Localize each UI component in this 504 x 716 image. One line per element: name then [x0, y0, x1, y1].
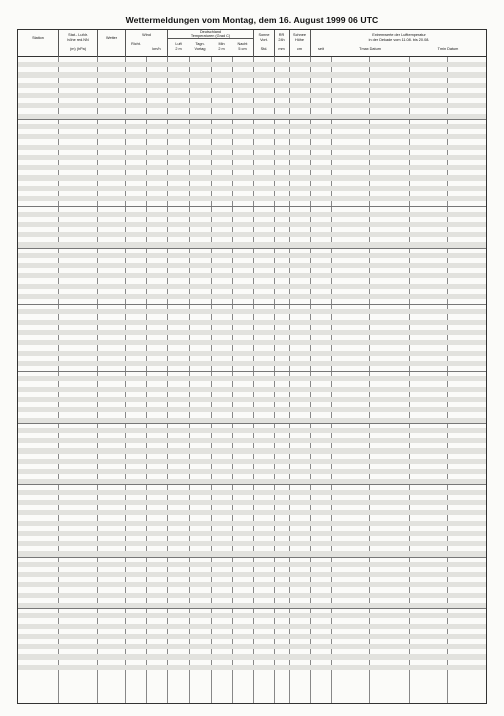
header-temp-air-2: 2 m [175, 47, 182, 51]
header-extremes-max: Tmax Datum [359, 47, 381, 51]
header-elevation-units: (m) (hPa) [69, 47, 87, 51]
header-temp-min: Min [218, 42, 225, 46]
header-sun: Sonne [258, 33, 270, 37]
header-temp-subgroup: Deutschland [199, 30, 222, 34]
header-snow-2: Höhe [294, 38, 305, 42]
header-temp-air: Luft [175, 42, 182, 46]
header-temp-ground: Nacht [237, 42, 248, 46]
header-wind-speed: km/h [152, 47, 161, 51]
header-rain: RR [278, 33, 285, 37]
header-extremes-year: seit [318, 47, 324, 51]
header-station: Station [32, 36, 44, 40]
header-extremes: Extremwerte der Lufttemperatur [372, 33, 426, 37]
header-extremes-sub: in der Dekade vom 11.08. bis 20.08. [368, 38, 430, 42]
col-divider [310, 30, 311, 57]
weather-table-body [17, 57, 487, 704]
header-rain-2: 24h [278, 38, 285, 42]
header-sun-2: Vort. [260, 38, 268, 42]
header-snow-3: cm [296, 47, 303, 51]
header-rain-3: mm [278, 47, 285, 51]
header-temp-max-2: Vortag [194, 47, 206, 51]
page-title: Wettermeldungen vom Montag, dem 16. August 1999 06 UTC [125, 15, 379, 25]
header-temp-group: Temperaturen (Grad C) [190, 34, 231, 38]
table-row [18, 670, 487, 675]
header-temp-max: Tagn. [195, 42, 205, 46]
header-temp-min-2: 2 m [218, 47, 225, 51]
header-sun-3: Std. [260, 47, 268, 51]
header-elevation: Stat.- Lufdr. [68, 33, 88, 37]
header-extremes-min: Tmin Datum [437, 47, 459, 51]
header-elevation-2: höhe red.NN [67, 38, 89, 42]
header-weather: Wetter [105, 36, 118, 40]
col-divider [97, 30, 98, 57]
header-wind: Wind [142, 33, 151, 37]
table-header [17, 29, 487, 57]
header-temp-ground-2: 5 cm [238, 47, 247, 51]
header-wind-direction: Richt. [131, 42, 141, 46]
header-snow: Schnee [293, 33, 306, 37]
